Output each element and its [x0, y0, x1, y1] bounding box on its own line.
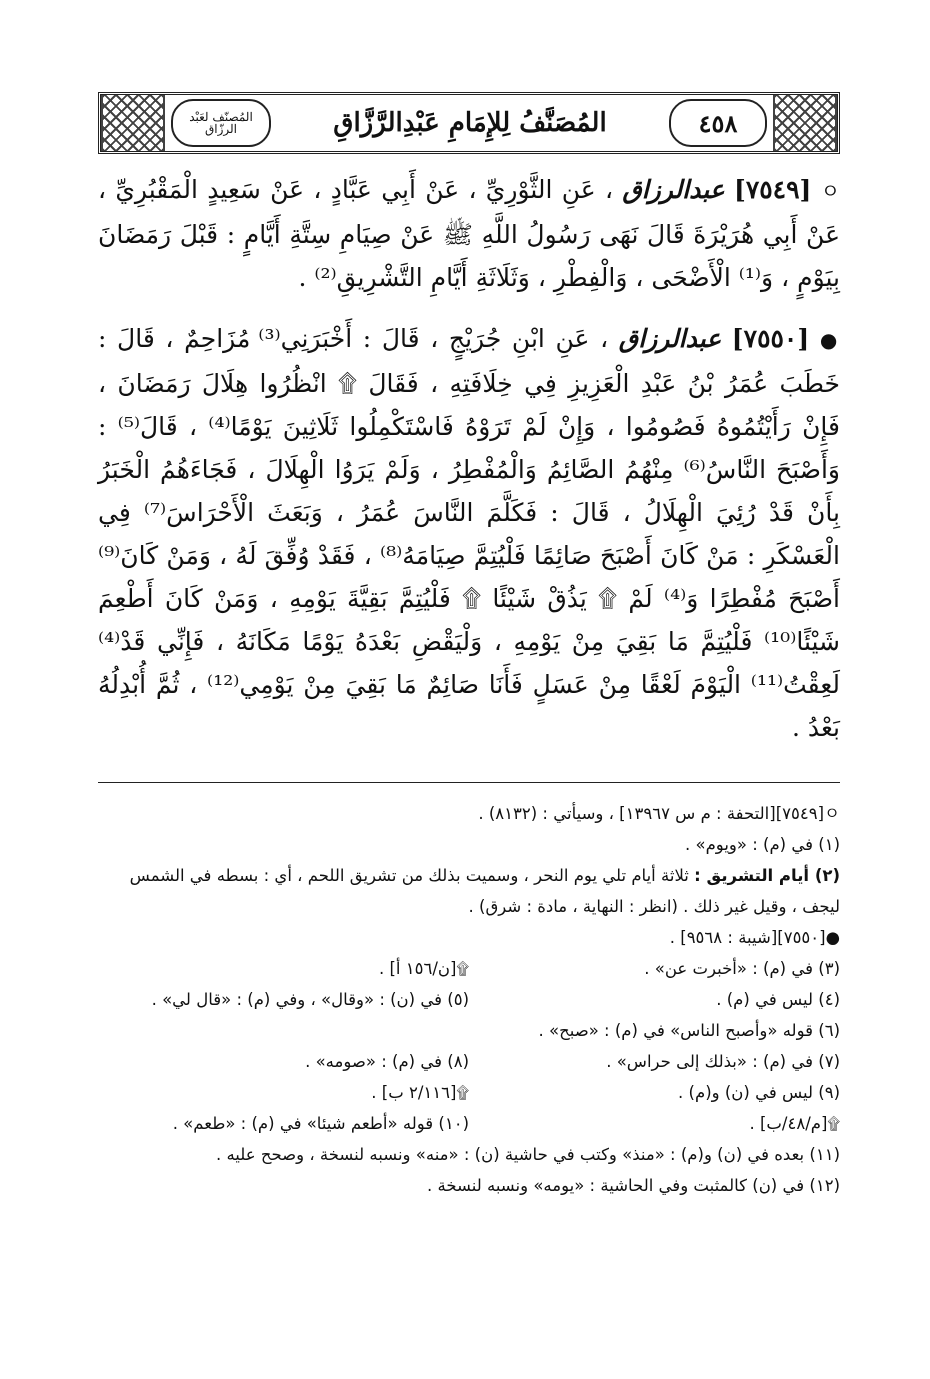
hadith-marker: ●: [819, 328, 840, 352]
hadith-text: ، عَنِ الثَّوْرِيِّ ، عَنْ أَبِي عَبَّادٍ ، عَنْ سَعِيدٍ الْمَقْبُرِيِّ ، عَنْ أَبِي هُرَيْرَةَ قَالَ نَهَى رَسُولُ اللَّهِ ﷺ عَنْ صِيَامِ سِتَّةِ أَيَّامٍ : قَبْلَ رَمَضَانَ بِيَوْمٍ ، وَ⁽¹⁾ الْأَضْحَى ، وَالْفِطْرِ ، وَثَلَاثَةِ أَيَّامِ التَّشْرِيقِ⁽²⁾ .: [98, 175, 840, 292]
page-number-cell: [663, 95, 773, 151]
footnote-9: (٩) ليس في (ن) و(م) .: [678, 1083, 840, 1102]
hadith-marker: ㅇ: [820, 179, 840, 203]
hadith-text: ، عَنِ ابْنِ جُرَيْجٍ ، قَالَ : أَخْبَرَنِي⁽³⁾ مُزَاحِمٌ ، قَالَ : خَطَبَ عُمَرُ بْنُ عَبْدِ الْعَزِيزِ فِي خِلَافَتِهِ ، فَقَالَ ۩ انْظُرُوا هِلَالَ رَمَضَانَ ، فَإِنْ رَأَيْتُمُوهُ فَصُومُوا ، وَإِنْ لَمْ تَرَوْهُ فَاسْتَكْمِلُوا ثَلَاثِينَ يَوْمًا⁽⁴⁾ ، قَالَ⁽⁵⁾ : وَأَصْبَحَ النَّاسُ⁽⁶⁾ مِنْهُمُ الصَّائِمُ وَالْمُفْطِرُ ، وَلَمْ يَرَوُا الْهِلَالَ ، فَجَاءَهُمُ الْخَبَرُ بِأَنْ قَدْ رُئِيَ الْهِلَالُ ، قَالَ : فَكَلَّمَ النَّاسَ عُمَرُ ، وَبَعَثَ الْأَحْرَاسَ⁽⁷⁾ فِي الْعَسْكَرِ : مَنْ كَانَ أَصْبَحَ صَائِمًا فَلْيُتِمَّ صِيَامَهُ⁽⁸⁾ ، فَقَدْ وُفِّقَ لَهُ ، وَمَنْ كَانَ⁽⁹⁾ أَصْبَحَ مُفْطِرًا وَ⁽⁴⁾ لَمْ ۩ يَذُقْ شَيْئًا ۩ فَلْيُتِمَّ بَقِيَّةَ يَوْمِهِ ، وَمَنْ كَانَ أَطْعِمَ شَيْئًا⁽¹⁰⁾ فَلْيُتِمَّ مَا بَقِيَ مِنْ يَوْمِهِ ، وَلْيَقْضِ بَعْدَهُ يَوْمًا مَكَانَهُ ، فَإِنِّي قَدْ⁽⁴⁾ لَعِقْتُ⁽¹¹⁾ الْيَوْمَ لَعْقًا مِنْ عَسَلٍ فَأَنَا صَائِمٌ مَا بَقِيَ مِنْ يَوْمِي⁽¹²⁾ ، ثُمَّ أُبْدِلُهُ بَعْدُ .: [98, 324, 841, 742]
hadith-number: [٧٥٤٩]: [733, 175, 812, 204]
footnote-ref-7549: ㅇ[٧٥٤٩][التحفة : م س ١٣٩٦٧] ، وسيأتي : (٨١٣٢) .: [478, 804, 840, 823]
folio-mark: ۩[ن/١٥٦ أ] .: [378, 959, 469, 978]
footnotes: [98, 798, 840, 1201]
hadith-7549: [98, 168, 840, 299]
book-seal: المُصنّف لعَبْد الرزّاق: [171, 99, 271, 147]
page-header: [98, 92, 840, 154]
footnote-row: [98, 1077, 840, 1108]
footnote-11: (١١) بعده في (ن) و(م) : «منذ» وكتب في حاشية (ن) : «منه» ونسبه لنسخة ، وصحح عليه .: [215, 1145, 840, 1164]
seal-cell: [165, 95, 277, 151]
page-number: ٤٥٨: [669, 99, 767, 147]
footnote-ref-7550: ●[٧٥٥٠][شيبة : ٩٥٦٨] .: [669, 928, 840, 947]
footnote-5: (٥) في (ن) : «وقال» ، وفي (م) : «قال لي» .: [151, 990, 469, 1009]
footnote-row: [98, 984, 840, 1015]
footnote-2-term: (٢) أيام التشريق :: [694, 866, 840, 885]
footnote-divider: [98, 782, 840, 783]
ornament-right: [773, 95, 837, 151]
footnote-4: (٤) ليس في (م) .: [716, 990, 840, 1009]
footnote-6: (٦) قوله «وأصبح الناس» في (م) : «صبح» .: [538, 1021, 840, 1040]
footnote-12: (١٢) في (ن) كالمثبت وفي الحاشية : «يومه» ونسبه لنسخة .: [427, 1176, 840, 1195]
footnote-2: [98, 860, 840, 922]
hadith-number: [٧٥٥٠]: [731, 324, 810, 353]
footnote-1: (١) في (م) : «ويوم» .: [685, 835, 840, 854]
hadith-author: عبدالرزاق: [618, 324, 722, 353]
hadith-author: عبدالرزاق: [622, 175, 725, 204]
folio-mark: ۩[٢/١١٦ ب] .: [371, 1083, 469, 1102]
hadith-7550: [98, 317, 840, 749]
footnote-3: (٣) في (م) : «أخبرت عن» .: [644, 959, 840, 978]
footnote-row: [98, 1046, 840, 1077]
footnote-10: (١٠) قوله «أطعم شيئا» في (م) : «طعم» .: [172, 1114, 469, 1133]
folio-mark: ۩[م/٤٨/ب] .: [749, 1114, 840, 1133]
footnote-row: [98, 1108, 840, 1139]
footnote-row: [98, 953, 840, 984]
footnote-8: (٨) في (م) : «صومه» .: [305, 1052, 469, 1071]
main-text: [98, 168, 840, 767]
running-title: المُصَنَّفُ لِلإِمَامِ عَبْدِالرَّزَّاقِ: [333, 108, 607, 138]
footnote-7: (٧) في (م) : «بذلك إلى حراس» .: [606, 1052, 840, 1071]
ornament-left: [101, 95, 165, 151]
footnote-2-text: ثلاثة أيام تلي يوم النحر ، وسميت بذلك من تشريق اللحم ، أي : بسطه في الشمس ليجف ، وقيل غير ذلك . (انظر : النهاية ، مادة : شرق) .: [129, 866, 840, 916]
